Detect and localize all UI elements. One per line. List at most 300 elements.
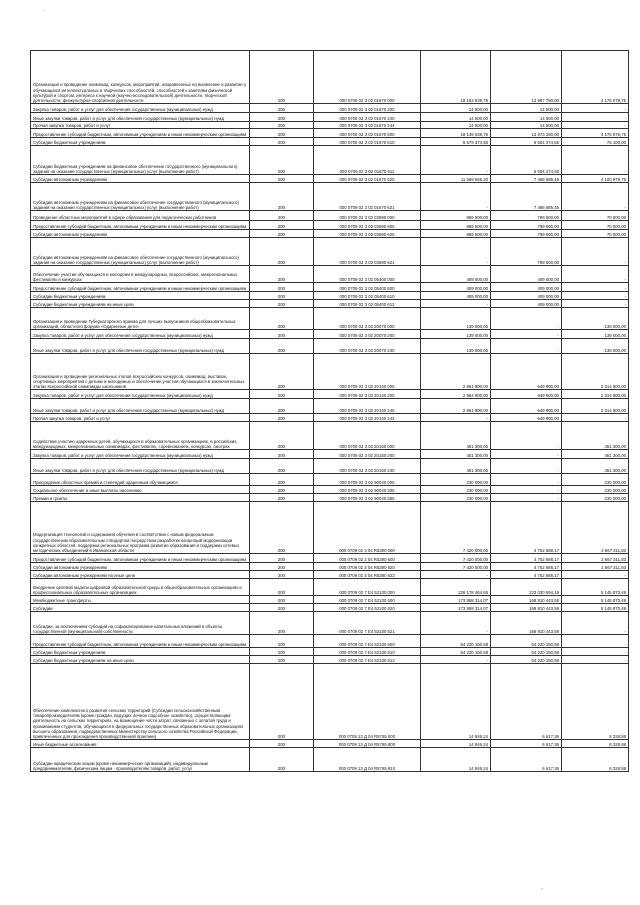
row-unexecuted-amount: 5 145 870,49 [562,579,629,596]
row-code: 200 [250,339,314,354]
row-unexecuted-amount: 139 000,00 [562,339,629,354]
row-budget-code: 000 0709 02 3 02 05400 600 [314,283,421,292]
row-unexecuted-amount: 230 000,00 [562,494,629,502]
row-executed-amount: - [491,486,562,494]
row-executed-amount: 409 000,00 [491,292,562,300]
row-executed-amount: 409 000,00 [491,266,562,283]
row-unexecuted-amount: 230 000,00 [562,486,629,494]
row-name: Субсидии [31,604,250,612]
row-budget-code: 000 0709 13 Д 04 R5765 000 [314,664,421,740]
table-row [31,138,629,146]
budget-table-body [31,51,629,772]
row-name: Субсидии автономным учреждениям [31,563,250,571]
row-name: Содействие участию одаренных детей, обучающихся в образовательных организациях, в российских, международных, межрегиональных олимпиадах, фестивалях, соревнованиях, конкурсах, смотрах [31,422,250,450]
row-budget-code: 000 0709 02 3 02 20140 240 [314,399,421,414]
row-code: 200 [250,354,314,390]
row-name: Организация и проведение олимпиад, конкурсов, мероприятий, направленных на выявление и развитие у обучающихся интеллектуальных и творческих способностей, способностей к занятиям физической культурой и спортом, интереса к научной (научно-исследовательской) деятельности, творческой деятельности, физкультурно-спортивной деятельности [31,51,250,104]
row-budget-code: 000 0709 02 3 02 03590 000 [314,211,421,221]
table-row [31,354,629,390]
row-executed-amount: - [491,474,562,486]
row-code: 200 [250,292,314,300]
table-row [31,146,629,175]
row-unexecuted-amount: - [562,104,629,113]
row-code: 200 [250,596,314,604]
row-budget-code: 000 0709 02 3 04 R5390 000 [314,502,421,554]
row-name: Обеспечение комплексного развития сельских территорий (Субсидии сельскохозяйственным товаропроизводителям (кроме граждан, ведущих личное подсобное хозяйство), осуществляющим деятельность на сельских территориях, на возмещение части затрат, связанных с оплатой труда и проживанием студентов, обучающихся в федеральных государственных образовательных организациях высшего образования, подведомственных Министерству сельского хозяйства Российской Федерации, привлеченных для прохождения производственной практики) [31,664,250,740]
row-unexecuted-amount: 4 176 079,75 [562,51,629,104]
row-code: 200 [250,283,314,292]
row-unexecuted-amount: 451 300,00 [562,422,629,450]
row-executed-amount: 799 500,00 [491,211,562,221]
table-row [31,748,629,772]
row-name: Закупка товаров, работ и услуг для обеспечения государственных (муниципальных) нужд [31,104,250,113]
row-unexecuted-amount: - [562,414,629,422]
table-row [31,113,629,122]
row-executed-amount: 13 987 780,00 [491,51,562,104]
row-budget-code: 000 0709 02 3 02 01670 240 [314,113,421,122]
table-row [31,563,629,571]
row-code: 200 [250,104,314,113]
table-row [31,612,629,635]
row-budget-code: 000 0709 02 3 02 01670 610 [314,138,421,146]
row-approved-amount: 2 964 900,00 [421,354,491,390]
row-approved-amount: - [421,656,491,664]
table-row [31,230,629,238]
row-executed-amount: 6 504 274,55 [491,138,562,146]
table-row [31,283,629,292]
row-budget-code: 000 0709 02 3 02 90040 300 [314,486,421,494]
row-name: Субсидии автономным учреждениям на финансовое обеспечение государственного (муниципального) задания на оказание государственных (муниципальных) услуг (выполнение работ) [31,183,250,211]
scan-mark-bottom: , [541,884,543,891]
row-approved-amount: 14 500,00 [421,113,491,122]
row-budget-code: 000 0709 02 7 E4 52100 500 [314,596,421,604]
row-unexecuted-amount: - [562,146,629,175]
row-name: Субсидии бюджетным учреждениям на иные цели [31,656,250,664]
table-row [31,399,629,414]
table-row [31,502,629,554]
row-budget-code: 000 0709 02 3 02 05400 612 [314,300,421,308]
row-budget-code: 000 0709 02 3 02 01670 600 [314,129,421,138]
row-code: 200 [250,138,314,146]
row-name: Межбюджетные трансферты [31,596,250,604]
row-unexecuted-amount: 230 000,00 [562,474,629,486]
row-name: Иные закупки товаров, работ и услуг для обеспечения государственных (муниципальных) нужд [31,339,250,354]
row-unexecuted-amount: 139 000,00 [562,330,629,339]
row-executed-amount: 6 504 274,55 [491,146,562,175]
row-unexecuted-amount: - [562,122,629,129]
row-code: 200 [250,563,314,571]
row-budget-code: 000 0709 02 3 02 20140 244 [314,414,421,422]
row-approved-amount: 139 000,00 [421,330,491,339]
row-approved-amount: 139 000,00 [421,308,491,330]
row-approved-amount: 230 000,00 [421,486,491,494]
row-executed-amount: 409 000,00 [491,283,562,292]
row-name: Модернизация технологий и содержания обучения в соответствии с новым федеральным государственным образовательным стандартом посредством разработки концепций модернизации конкретных областей, поддержки региональных программ развития образования и поддержки сетевых методических объединений в Ивановской области [31,502,250,554]
row-executed-amount: - [491,450,562,459]
row-executed-amount: 4 752 688,17 [491,563,562,571]
row-unexecuted-amount: - [562,571,629,579]
row-budget-code: 000 0709 02 3 04 R5390 622 [314,571,421,579]
table-row [31,238,629,266]
row-approved-amount: 173 958 314,07 [421,604,491,612]
scan-mark-top: ` [43,10,46,17]
row-budget-code: 000 0709 02 3 02 20150 240 [314,459,421,474]
table-row [31,221,629,230]
row-executed-amount: 6 617,36 [491,664,562,740]
table-row [31,292,629,300]
row-code: 200 [250,122,314,129]
row-code: 200 [250,183,314,211]
row-unexecuted-amount: - [562,238,629,266]
row-name: Премии и гранты [31,494,250,502]
table-row [31,486,629,494]
table-row [31,648,629,656]
row-executed-amount: 799 500,00 [491,221,562,230]
row-budget-code: 000 0709 02 3 02 20070 000 [314,308,421,330]
row-code: 200 [250,175,314,183]
row-budget-code: 000 0709 13 Д 04 R5765 800 [314,740,421,748]
row-unexecuted-amount: 4 175 579,75 [562,129,629,138]
row-code: 200 [250,554,314,563]
row-unexecuted-amount: 5 145 870,49 [562,596,629,604]
row-code: 200 [250,266,314,283]
row-unexecuted-amount: 2 667 311,83 [562,554,629,563]
row-name: Иные бюджетные ассигнования [31,740,250,748]
row-approved-amount: 230 000,00 [421,474,491,486]
table-row [31,175,629,183]
row-unexecuted-amount: 139 000,00 [562,308,629,330]
row-approved-amount: 11 569 665,20 [421,175,491,183]
table-row [31,579,629,596]
row-executed-amount: 6 617,36 [491,748,562,772]
row-unexecuted-amount: - [562,283,629,292]
row-executed-amount: 649 900,00 [491,390,562,399]
row-name: Закупка товаров, работ и услуг для обеспечения государственных (муниципальных) нужд [31,330,250,339]
row-executed-amount: - [491,330,562,339]
row-name: Предоставление субсидий бюджетным, автономным учреждениям и иным некоммерческим организациям [31,221,250,230]
row-approved-amount: 14 946,24 [421,664,491,740]
row-unexecuted-amount: 8 328,88 [562,740,629,748]
row-name: Проведение областных мероприятий в сфере образования для педагогических работников [31,211,250,221]
row-name: Предоставление субсидий бюджетным, автономным учреждениям и иным некоммерческим организациям [31,283,250,292]
row-name: Субсидии, за исключением субсидий на софинансирование капитальных вложений в объекты государственной (муниципальной) собственности [31,612,250,635]
row-code: 200 [250,414,314,422]
table-row [31,635,629,648]
row-name: Обеспечение участия обучающихся и молодежи в международных, всероссийских, межрегиональных фестивалях и конкурсах [31,266,250,283]
row-executed-amount: 223 030 594,16 [491,579,562,596]
row-approved-amount: - [421,183,491,211]
row-approved-amount: 228 178 464,65 [421,579,491,596]
row-approved-amount: 451 300,00 [421,422,491,450]
row-executed-amount: 409 000,00 [491,300,562,308]
row-approved-amount: 7 420 000,00 [421,502,491,554]
row-name: Иные закупки товаров, работ и услуг для обеспечения государственных (муниципальных) нужд [31,113,250,122]
row-approved-amount: 6 579 374,55 [421,138,491,146]
row-name: Субсидии бюджетным учреждениям на финансовое обеспечение государственного (муниципального) задания на оказание государственных (муниципальных) услуг (выполнение работ) [31,146,250,175]
row-budget-code: 000 0709 02 3 02 20150 200 [314,450,421,459]
row-budget-code: 000 0709 13 Д 04 R5765 810 [314,748,421,772]
row-executed-amount: 14 500,00 [491,122,562,129]
row-budget-code: 000 0709 02 3 02 90040 000 [314,474,421,486]
row-approved-amount: 14 946,24 [421,748,491,772]
row-code: 200 [250,740,314,748]
row-approved-amount: 451 300,00 [421,459,491,474]
row-unexecuted-amount: - [562,648,629,656]
row-executed-amount: - [491,459,562,474]
row-unexecuted-amount: - [562,266,629,283]
row-approved-amount: 409 000,00 [421,292,491,300]
row-unexecuted-amount: 451 300,00 [562,450,629,459]
table-row [31,129,629,138]
row-executed-amount: 649 900,00 [491,354,562,390]
row-approved-amount: 14 500,00 [421,104,491,113]
row-unexecuted-amount: - [562,113,629,122]
row-approved-amount: - [421,612,491,635]
row-code: 200 [250,146,314,175]
row-code: 200 [250,238,314,266]
row-approved-amount: 7 420 000,00 [421,554,491,563]
row-unexecuted-amount: - [562,656,629,664]
row-executed-amount: 168 810 443,58 [491,596,562,604]
row-approved-amount: 2 964 900,00 [421,399,491,414]
row-name: Прочая закупка товаров, работ и услуг [31,122,250,129]
row-name: Организация и проведение Губернаторского приема для лучших выпускников общеобразовательных организаций, областного форума «Одаренные дети» [31,308,250,330]
row-executed-amount: - [491,339,562,354]
row-executed-amount: 54 220 150,58 [491,635,562,648]
row-name: Закупка товаров, работ и услуг для обеспечения государственных (муниципальных) нужд [31,390,250,399]
row-code: 200 [250,656,314,664]
row-executed-amount: - [491,308,562,330]
row-code: 200 [250,330,314,339]
row-executed-amount: 6 617,36 [491,740,562,748]
row-code: 200 [250,486,314,494]
row-code: 200 [250,494,314,502]
table-row [31,554,629,563]
row-unexecuted-amount: 70 000,00 [562,230,629,238]
row-budget-code: 000 0709 02 7 E4 52100 610 [314,648,421,656]
row-approved-amount: 18 153 539,75 [421,51,491,104]
row-budget-code: 000 0709 02 3 02 01670 621 [314,183,421,211]
row-unexecuted-amount: 8 328,88 [562,748,629,772]
table-row [31,474,629,486]
row-budget-code: 000 0709 02 3 02 05400 610 [314,292,421,300]
row-executed-amount: 4 752 688,17 [491,571,562,579]
row-budget-code: 000 0709 02 7 E4 52100 521 [314,612,421,635]
row-code: 200 [250,308,314,330]
table-row [31,339,629,354]
row-approved-amount: 869 500,00 [421,221,491,230]
row-code: 200 [250,211,314,221]
row-unexecuted-amount: - [562,183,629,211]
row-approved-amount: - [421,571,491,579]
row-code: 200 [250,300,314,308]
row-name: Субсидии юридическим лицам (кроме некоммерческих организаций), индивидуальным предпринимателям, физическим лицам - производителям товаров, работ, услуг [31,748,250,772]
row-approved-amount: 230 000,00 [421,494,491,502]
row-code: 200 [250,474,314,486]
table-row [31,122,629,129]
row-budget-code: 000 0709 02 3 02 01670 620 [314,175,421,183]
row-name: Иные закупки товаров, работ и услуг для обеспечения государственных (муниципальных) нужд [31,399,250,414]
row-unexecuted-amount: - [562,635,629,648]
row-code: 200 [250,502,314,554]
row-code: 200 [250,748,314,772]
table-row [31,183,629,211]
row-name: Субсидии автономным учреждениям [31,175,250,183]
row-unexecuted-amount: 75 100,00 [562,138,629,146]
row-executed-amount: 7 468 685,45 [491,183,562,211]
row-budget-code: 000 0709 02 3 02 01670 000 [314,51,421,104]
row-budget-code: 000 0709 02 7 E4 52100 600 [314,635,421,648]
table-row [31,330,629,339]
row-executed-amount: 14 500,00 [491,104,562,113]
row-approved-amount: - [421,414,491,422]
table-row [31,422,629,450]
row-name: Субсидии автономным учреждениям [31,230,250,238]
row-unexecuted-amount: 8 328,88 [562,664,629,740]
row-executed-amount: 168 810 443,58 [491,604,562,612]
row-budget-code: 000 0709 02 3 02 20140 000 [314,354,421,390]
row-code: 200 [250,612,314,635]
row-executed-amount: 54 220 150,58 [491,656,562,664]
row-code: 200 [250,459,314,474]
row-code: 200 [250,113,314,122]
row-unexecuted-amount: - [562,300,629,308]
row-unexecuted-amount: - [562,612,629,635]
table-row [31,459,629,474]
row-name: Субсидии бюджетным учреждениям [31,292,250,300]
row-budget-code: 000 0709 02 7 E4 52100 520 [314,604,421,612]
row-name: Субсидии бюджетным учреждениям [31,648,250,656]
row-name: Иные закупки товаров, работ и услуг для обеспечения государственных (муниципальных) нужд [31,459,250,474]
row-approved-amount: 54 220 150,58 [421,648,491,656]
table-row [31,656,629,664]
table-row [31,300,629,308]
row-code: 200 [250,604,314,612]
row-name: Субсидии бюджетным учреждениям [31,138,250,146]
row-executed-amount: 649 900,00 [491,399,562,414]
row-approved-amount: 451 300,00 [421,450,491,459]
row-approved-amount: 54 220 150,58 [421,635,491,648]
table-row [31,450,629,459]
row-code: 200 [250,450,314,459]
row-approved-amount: 409 000,00 [421,283,491,292]
row-budget-code: 000 0709 02 3 02 20150 000 [314,422,421,450]
row-code: 200 [250,571,314,579]
row-budget-code: 000 0709 02 3 02 20070 240 [314,339,421,354]
row-budget-code: 000 0709 02 3 02 01670 244 [314,122,421,129]
table-row [31,390,629,399]
row-budget-code: 000 0709 02 3 02 90040 350 [314,494,421,502]
row-executed-amount: 168 810 443,58 [491,612,562,635]
row-approved-amount: 173 958 314,07 [421,596,491,604]
row-name: Предоставление субсидий бюджетным, автономным учреждениям и иным некоммерческим организациям [31,554,250,563]
row-name: Предоставление субсидий бюджетным, автономным учреждениям и иным некоммерческим организациям [31,129,250,138]
row-budget-code: 000 0709 02 3 02 20140 200 [314,390,421,399]
row-name: Субсидии автономным учреждениям на финансовое обеспечение государственного (муниципального) задания на оказание государственных (муниципальных) услуг (выполнение работ) [31,238,250,266]
table-row [31,664,629,740]
table-row [31,494,629,502]
row-unexecuted-amount: 2 314 900,00 [562,390,629,399]
row-unexecuted-amount: 4 100 979,75 [562,175,629,183]
row-executed-amount: 799 500,00 [491,230,562,238]
row-approved-amount: - [421,300,491,308]
row-unexecuted-amount: 70 000,00 [562,221,629,230]
row-approved-amount: 139 000,00 [421,339,491,354]
row-budget-code: 000 0709 02 3 04 R5390 620 [314,563,421,571]
budget-table [30,50,629,772]
row-code: 200 [250,635,314,648]
row-name: Социальное обеспечение и иные выплаты населению [31,486,250,494]
row-unexecuted-amount: 2 314 900,00 [562,399,629,414]
row-executed-amount: 649 900,00 [491,414,562,422]
table-row [31,211,629,221]
row-executed-amount: - [491,422,562,450]
table-row [31,414,629,422]
row-unexecuted-amount: 2 314 900,00 [562,354,629,390]
row-code: 200 [250,230,314,238]
row-executed-amount: 14 500,00 [491,113,562,122]
row-unexecuted-amount: - [562,292,629,300]
row-approved-amount: 869 500,00 [421,230,491,238]
row-name: Организация и проведение региональных этапов всероссийских конкурсов, олимпиад, выставок, спортивных мероприятий с детьми и молодежью и обеспечение участия обучающихся в заключительных этапах всероссийской олимпиады школьников [31,354,250,390]
table-row [31,104,629,113]
row-unexecuted-amount: 5 145 870,49 [562,604,629,612]
row-approved-amount: 7 420 000,00 [421,563,491,571]
row-unexecuted-amount: 2 667 311,83 [562,563,629,571]
row-code: 200 [250,221,314,230]
row-code: 200 [250,648,314,656]
row-name: Субсидии бюджетным учреждениям на иные цели [31,300,250,308]
row-budget-code: 000 0709 02 3 02 03590 621 [314,238,421,266]
row-budget-code: 000 0709 02 3 02 03590 600 [314,221,421,230]
row-budget-code: 000 0709 02 3 02 03590 620 [314,230,421,238]
table-row [31,596,629,604]
row-approved-amount: 869 500,00 [421,211,491,221]
row-executed-amount: 4 752 688,17 [491,502,562,554]
table-row [31,604,629,612]
row-executed-amount: 7 468 685,45 [491,175,562,183]
row-budget-code: 000 0709 02 3 04 R5390 600 [314,554,421,563]
row-unexecuted-amount: 70 000,00 [562,211,629,221]
row-name: Присуждение областных премий и стипендий одаренным обучающимся [31,474,250,486]
row-code: 200 [250,664,314,740]
row-name: Внедрение целевой модели цифровой образовательной среды в общеобразовательных организациях и профессиональных образовательных организациях [31,579,250,596]
row-name: Прочая закупка товаров, работ и услуг [31,414,250,422]
row-budget-code: 000 0709 02 3 02 05400 000 [314,266,421,283]
row-name: Закупка товаров, работ и услуг для обеспечения государственных (муниципальных) нужд [31,450,250,459]
row-approved-amount: 18 149 039,75 [421,129,491,138]
row-code: 200 [250,51,314,104]
row-approved-amount: - [421,146,491,175]
row-unexecuted-amount: 451 300,00 [562,459,629,474]
row-executed-amount: 799 500,00 [491,238,562,266]
row-approved-amount: 14 500,00 [421,122,491,129]
row-budget-code: 000 0709 02 3 02 20070 200 [314,330,421,339]
row-approved-amount: 409 000,00 [421,266,491,283]
row-budget-code: 000 0709 02 7 E4 52100 000 [314,579,421,596]
row-approved-amount: - [421,238,491,266]
row-budget-code: 000 0709 02 7 E4 52100 612 [314,656,421,664]
row-unexecuted-amount: 2 667 311,83 [562,502,629,554]
table-row [31,740,629,748]
row-budget-code: 000 0709 02 3 02 01670 200 [314,104,421,113]
row-code: 200 [250,579,314,596]
row-code: 200 [250,422,314,450]
row-executed-amount: 13 973 280,00 [491,129,562,138]
row-executed-amount: 4 752 688,17 [491,554,562,563]
row-budget-code: 000 0709 02 3 02 01670 611 [314,146,421,175]
row-code: 200 [250,390,314,399]
